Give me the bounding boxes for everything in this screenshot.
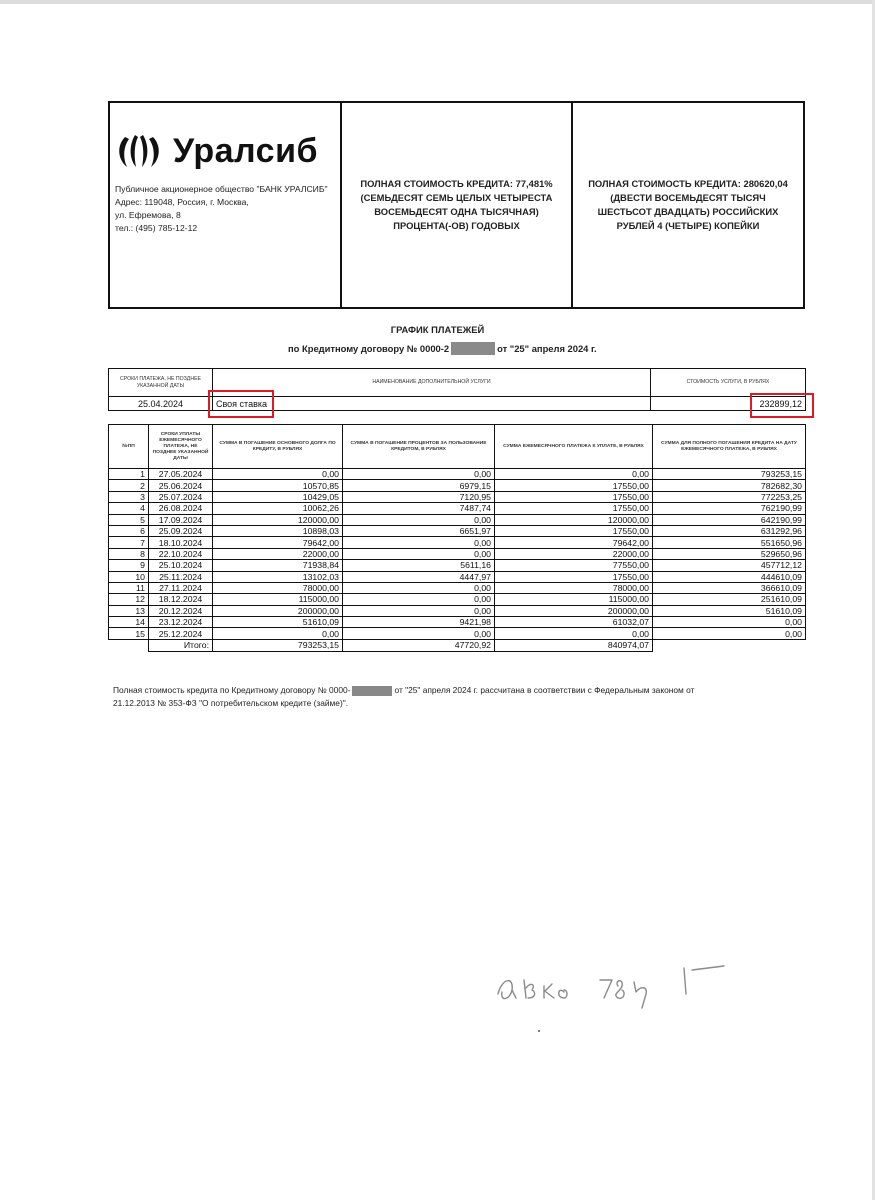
scan-speck [538, 1030, 540, 1032]
row-interest: 0,00 [343, 548, 495, 559]
credit-rate-cell [342, 103, 573, 307]
payments-table [108, 424, 806, 652]
row-principal: 79642,00 [213, 537, 343, 548]
row-index: 10 [109, 571, 149, 582]
row-index: 4 [109, 503, 149, 514]
row-remaining: 772253,25 [653, 491, 806, 502]
row-index: 12 [109, 594, 149, 605]
payment-row [109, 628, 806, 639]
row-interest: 0,00 [343, 469, 495, 480]
service-header-price: СТОИМОСТЬ УСЛУГИ, В РУБЛЯХ [651, 369, 806, 397]
row-interest: 0,00 [343, 605, 495, 616]
payment-row [109, 480, 806, 491]
row-index: 11 [109, 582, 149, 593]
row-interest: 9421,98 [343, 617, 495, 628]
row-index: 15 [109, 628, 149, 639]
row-remaining: 762190,99 [653, 503, 806, 514]
row-principal: 200000,00 [213, 605, 343, 616]
row-index: 13 [109, 605, 149, 616]
handwritten-signature [492, 956, 732, 1016]
row-principal: 120000,00 [213, 514, 343, 525]
credit-cost-cell [573, 103, 803, 307]
row-principal: 115000,00 [213, 594, 343, 605]
header-interest: СУММА В ПОГАШЕНИЕ ПРОЦЕНТОВ ЗА ПОЛЬЗОВАНИЕ КРЕДИТОМ, В РУБЛЯХ [343, 425, 495, 469]
footnote-redaction-block [352, 686, 392, 696]
row-interest: 0,00 [343, 628, 495, 639]
row-remaining: 551650,96 [653, 537, 806, 548]
row-principal: 10062,26 [213, 503, 343, 514]
row-payment: 115000,00 [495, 594, 653, 605]
footnote-line-1 [113, 684, 753, 697]
row-remaining: 0,00 [653, 628, 806, 639]
payment-row [109, 537, 806, 548]
payment-row [109, 617, 806, 628]
row-payment: 120000,00 [495, 514, 653, 525]
row-remaining: 642190,99 [653, 514, 806, 525]
row-payment: 200000,00 [495, 605, 653, 616]
redaction-block [451, 342, 495, 355]
row-principal: 0,00 [213, 628, 343, 639]
header-payment: СУММА ЕЖЕМЕСЯЧНОГО ПЛАТЕЖА К УПЛАТЕ, В РУБЛЯХ [495, 425, 653, 469]
row-due-date: 23.12.2024 [149, 617, 213, 628]
header-principal: СУММА В ПОГАШЕНИЕ ОСНОВНОГО ДОЛГА ПО КРЕДИТУ, В РУБЛЯХ [213, 425, 343, 469]
highlight-frame-service-price [750, 393, 814, 418]
payment-row [109, 560, 806, 571]
row-principal: 13102,03 [213, 571, 343, 582]
row-remaining: 793253,15 [653, 469, 806, 480]
payments-body [109, 469, 806, 640]
row-interest: 7120,95 [343, 491, 495, 502]
row-due-date: 25.07.2024 [149, 491, 213, 502]
bank-street: ул. Ефремова, 8 [115, 210, 181, 220]
total-empty-cell [653, 639, 806, 651]
row-remaining: 444610,09 [653, 571, 806, 582]
footnote-suffix: от "25" апреля 2024 г. рассчитана в соответствии с Федеральным законом от [394, 685, 695, 695]
uralsib-logo-icon [115, 131, 163, 171]
footnote [113, 684, 753, 710]
row-due-date: 27.11.2024 [149, 582, 213, 593]
service-price: 232899,12 [651, 397, 806, 411]
payment-row [109, 469, 806, 480]
scan-edge-top [0, 0, 875, 4]
row-interest: 0,00 [343, 514, 495, 525]
row-remaining: 457712,12 [653, 560, 806, 571]
bank-logo [115, 131, 334, 171]
bank-phone: тел.: (495) 785-12-12 [115, 223, 198, 233]
row-payment: 79642,00 [495, 537, 653, 548]
total-blank-cell [109, 639, 149, 651]
payments-total-row [109, 639, 806, 651]
row-index: 6 [109, 525, 149, 536]
row-due-date: 26.08.2024 [149, 503, 213, 514]
payment-row [109, 503, 806, 514]
row-due-date: 25.06.2024 [149, 480, 213, 491]
row-payment: 17550,00 [495, 491, 653, 502]
row-due-date: 18.12.2024 [149, 594, 213, 605]
schedule-title: ГРАФИК ПЛАТЕЖЕЙ [390, 324, 485, 335]
row-index: 7 [109, 537, 149, 548]
row-payment: 0,00 [495, 469, 653, 480]
row-payment: 17550,00 [495, 503, 653, 514]
payment-row [109, 525, 806, 536]
row-payment: 61032,07 [495, 617, 653, 628]
payment-row [109, 514, 806, 525]
credit-cost-text: ПОЛНАЯ СТОИМОСТЬ КРЕДИТА: 280620,04 (ДВЕСТИ ВОСЕМЬДЕСЯТ ТЫСЯЧ ШЕСТЬСОТ ДВАДЦАТЬ) РОССИЙСКИХ РУБЛЕЙ 4 (ЧЕТЫРЕ) КОПЕЙКИ [588, 178, 788, 231]
row-due-date: 25.11.2024 [149, 571, 213, 582]
payments-header-row [109, 425, 806, 469]
highlight-frame-service-name [208, 390, 274, 418]
row-due-date: 25.09.2024 [149, 525, 213, 536]
row-due-date: 27.05.2024 [149, 469, 213, 480]
row-due-date: 25.10.2024 [149, 560, 213, 571]
row-index: 2 [109, 480, 149, 491]
payment-row [109, 491, 806, 502]
row-interest: 0,00 [343, 537, 495, 548]
total-label: Итого: [149, 639, 213, 651]
row-remaining: 782682,30 [653, 480, 806, 491]
row-due-date: 17.09.2024 [149, 514, 213, 525]
row-due-date: 18.10.2024 [149, 537, 213, 548]
row-remaining: 0,00 [653, 617, 806, 628]
row-interest: 4447,97 [343, 571, 495, 582]
row-interest: 0,00 [343, 582, 495, 593]
payment-row [109, 582, 806, 593]
row-due-date: 25.12.2024 [149, 628, 213, 639]
service-name: Своя ставка [213, 397, 651, 411]
row-interest: 0,00 [343, 594, 495, 605]
row-due-date: 22.10.2024 [149, 548, 213, 559]
row-principal: 78000,00 [213, 582, 343, 593]
credit-rate-text: ПОЛНАЯ СТОИМОСТЬ КРЕДИТА: 77,481% (СЕМЬДЕСЯТ СЕМЬ ЦЕЛЫХ ЧЕТЫРЕСТА ВОСЕМЬДЕСЯТ ОДНА ТЫСЯЧНАЯ) ПРОЦЕНТА(-ОВ) ГОДОВЫХ [360, 178, 553, 231]
row-interest: 6651,97 [343, 525, 495, 536]
row-payment: 17550,00 [495, 480, 653, 491]
row-payment: 22000,00 [495, 548, 653, 559]
schedule-subtitle [288, 342, 597, 355]
row-index: 3 [109, 491, 149, 502]
row-principal: 10898,03 [213, 525, 343, 536]
row-remaining: 529650,96 [653, 548, 806, 559]
payment-row [109, 594, 806, 605]
row-due-date: 20.12.2024 [149, 605, 213, 616]
row-payment: 0,00 [495, 628, 653, 639]
footnote-prefix: Полная стоимость кредита по Кредитному договору № 0000- [113, 685, 351, 695]
row-principal: 71938,84 [213, 560, 343, 571]
row-payment: 17550,00 [495, 525, 653, 536]
row-remaining: 51610,09 [653, 605, 806, 616]
row-interest: 6979,15 [343, 480, 495, 491]
row-interest: 7487,74 [343, 503, 495, 514]
row-remaining: 631292,96 [653, 525, 806, 536]
subtitle-suffix: от "25" апреля 2024 г. [497, 343, 597, 354]
bank-legal-name: Публичное акционерное общество "БАНК УРАЛСИБ" [115, 184, 328, 194]
payment-row [109, 605, 806, 616]
bank-details [115, 183, 334, 235]
payment-row [109, 548, 806, 559]
row-payment: 78000,00 [495, 582, 653, 593]
service-header-name: НАИМЕНОВАНИЕ ДОПОЛНИТЕЛЬНОЙ УСЛУГИ [213, 369, 651, 397]
total-interest: 47720,92 [343, 639, 495, 651]
row-index: 14 [109, 617, 149, 628]
header-remaining: СУММА ДЛЯ ПОЛНОГО ПОГАШЕНИЯ КРЕДИТА НА ДАТУ ЕЖЕМЕСЯЧНОГО ПЛАТЕЖА, В РУБЛЯХ [653, 425, 806, 469]
header-due-date: СРОКИ УПЛАТЫ ЕЖЕМЕСЯЧНОГО ПЛАТЕЖА, НЕ ПОЗДНЕЕ УКАЗАННОЙ ДАТЫ [149, 425, 213, 469]
row-index: 9 [109, 560, 149, 571]
bank-name: Уралсиб [173, 131, 318, 170]
header-index: №ПП [109, 425, 149, 469]
row-principal: 10570,85 [213, 480, 343, 491]
footnote-line-2: 21.12.2013 № 353-ФЗ "О потребительском кредите (займе)". [113, 698, 349, 708]
row-principal: 51610,09 [213, 617, 343, 628]
row-index: 5 [109, 514, 149, 525]
row-principal: 0,00 [213, 469, 343, 480]
service-header-date: СРОКИ ПЛАТЕЖА, НЕ ПОЗДНЕЕ УКАЗАННОЙ ДАТЫ [109, 369, 213, 397]
row-index: 8 [109, 548, 149, 559]
header-box [108, 101, 805, 309]
row-payment: 77550,00 [495, 560, 653, 571]
subtitle-prefix: по Кредитному договору № 0000-2 [288, 343, 450, 354]
total-principal: 793253,15 [213, 639, 343, 651]
row-principal: 10429,05 [213, 491, 343, 502]
row-interest: 5611,16 [343, 560, 495, 571]
service-date: 25.04.2024 [109, 397, 213, 411]
bank-address: Адрес: 119048, Россия, г. Москва, [115, 197, 249, 207]
payment-row [109, 571, 806, 582]
row-payment: 17550,00 [495, 571, 653, 582]
row-principal: 22000,00 [213, 548, 343, 559]
row-remaining: 251610,09 [653, 594, 806, 605]
bank-info-cell [110, 103, 342, 307]
row-index: 1 [109, 469, 149, 480]
row-remaining: 366610,09 [653, 582, 806, 593]
total-payment: 840974,07 [495, 639, 653, 651]
